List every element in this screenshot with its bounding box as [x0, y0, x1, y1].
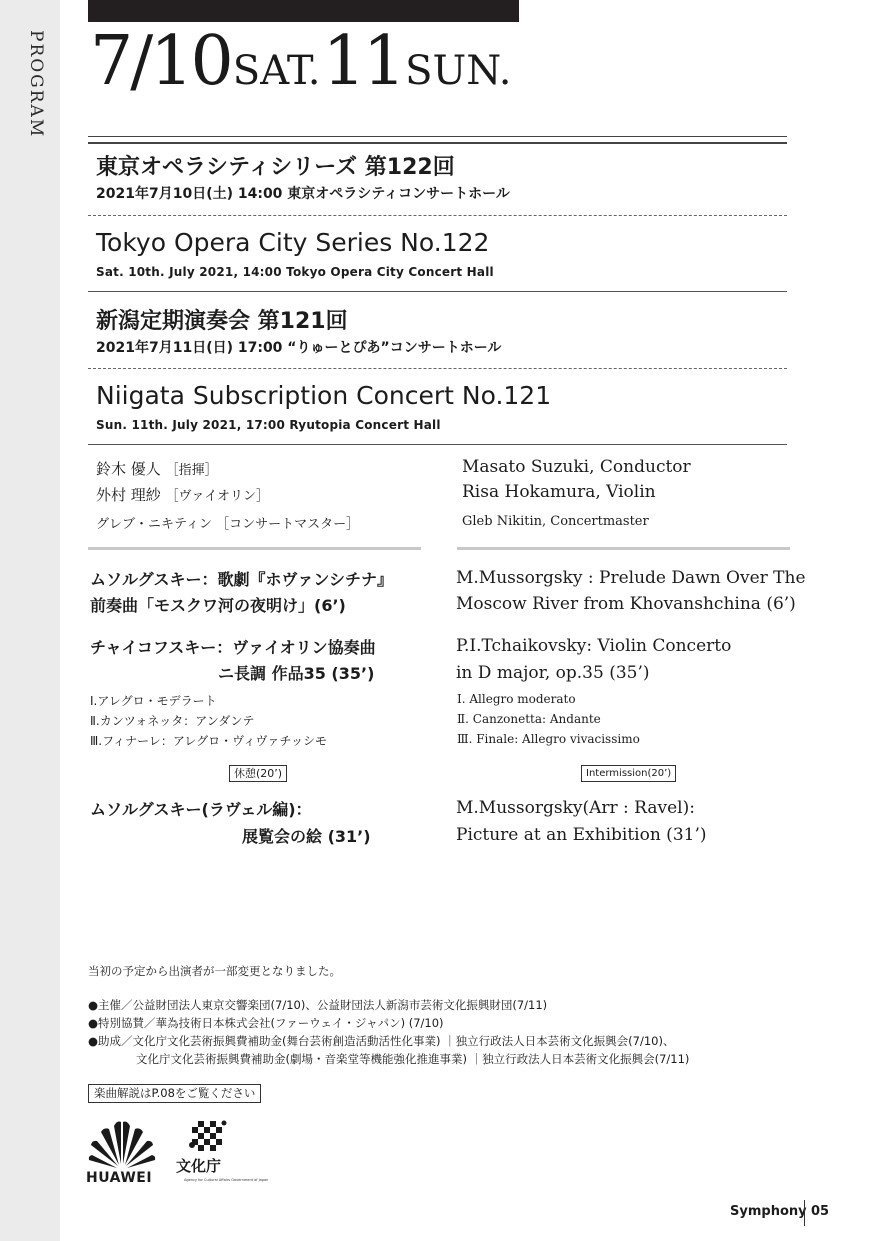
performer-role: ［コンサートマスター］: [216, 517, 360, 532]
divider: [88, 291, 787, 292]
divider-double: [88, 136, 787, 144]
commentary-reference: 楽曲解説はP.08をご覧ください: [88, 1084, 261, 1103]
performer-en: Masato Suzuki, Conductor: [462, 457, 691, 477]
performer-jp: [96, 513, 359, 532]
movement-en: Ⅲ. Finale: Allegro vivacissimo: [457, 732, 640, 746]
concert1-jp-subtitle: 2021年7月10日(土) 14:00 東京オペラシティコンサートホール: [96, 186, 510, 202]
movement-jp: Ⅲ.フィナーレ：アレグロ・ヴィヴァチッシモ: [90, 734, 327, 748]
divider-gray: [457, 547, 790, 550]
performer-name: 外村 理紗: [96, 486, 161, 504]
movement-jp: Ⅰ.アレグロ・モデラート: [90, 694, 217, 708]
divider-dashed: [88, 368, 787, 369]
performer-jp: [96, 484, 269, 505]
program-jp-piece3-line1: ムソルグスキー(ラヴェル編)：: [90, 800, 312, 819]
movement-jp: Ⅱ.カンツォネッタ：アンダンテ: [90, 714, 255, 728]
performer-en: Gleb Nikitin, Concertmaster: [462, 514, 649, 529]
program-en-piece3-line1: M.Mussorgsky(Arr : Ravel):: [456, 798, 695, 818]
divider-gray: [88, 547, 421, 550]
concert2-en-subtitle: Sun. 11th. July 2021, 17:00 Ryutopia Concert Hall: [96, 418, 441, 432]
side-strip: [0, 0, 60, 1241]
bunkacho-logo-subtext: Agency for Cultural Affairs Government of Japan: [184, 1178, 269, 1182]
concert2-jp-subtitle: 2021年7月11日(日) 17:00 “りゅーとぴあ”コンサートホール: [96, 340, 502, 356]
program-en-piece2-line1: P.I.Tchaikovsky: Violin Concerto: [456, 636, 732, 656]
grant-note-cont: 文化庁文化芸術振興費補助金(劇場・音楽堂等機能強化推進事業) ｜独立行政法人日本芸術文化振興会(7/11): [136, 1052, 690, 1066]
concert1-jp-title: 東京オペラシティシリーズ 第122回: [96, 155, 455, 180]
concert2-en-title: Niigata Subscription Concert No.121: [96, 381, 552, 410]
huawei-logo-icon: [88, 1118, 156, 1170]
date-day1-number: 7/10: [90, 22, 231, 101]
divider-dashed: [88, 215, 787, 216]
huawei-wordmark: HUAWEI: [86, 1170, 153, 1186]
change-notice: 当初の予定から出演者が一部変更となりました。: [88, 964, 341, 978]
program-jp-piece1-line1: ムソルグスキー：歌劇『ホヴァンシチナ』: [90, 570, 393, 589]
program-en-piece1-line2: Moscow River from Khovanshchina (6’): [456, 594, 796, 614]
page-number: 05: [811, 1204, 830, 1219]
grant-note: ●助成／文化庁文化芸術振興費補助金(舞台芸術創造活動活性化事業) ｜独立行政法人日本芸術文化振興会(7/10)、: [88, 1034, 675, 1048]
bunkacho-logo-icon: [170, 1115, 269, 1187]
date-day2-name: SUN.: [405, 48, 512, 94]
program-jp-piece2-line1: チャイコフスキー：ヴァイオリン協奏曲: [90, 638, 376, 657]
program-en-piece3-line2: Picture at an Exhibition (31’): [456, 825, 707, 845]
program-jp-piece2-line2: ニ長調 作品35 (35’): [218, 664, 375, 683]
section-label: PROGRAM: [26, 30, 46, 139]
concert-dates: [90, 22, 511, 101]
sponsor-note: ●特別協賛／華為技術日本株式会社(ファーウェイ・ジャパン) (7/10): [88, 1016, 444, 1030]
intermission-en: Intermission(20’): [581, 765, 676, 782]
performer-en: Risa Hokamura, Violin: [462, 482, 656, 502]
date-day2-number: 11: [322, 22, 404, 101]
program-jp-piece1-line2: 前奏曲「モスクワ河の夜明け」(6’): [90, 596, 346, 615]
program-en-piece2-line2: in D major, op.35 (35’): [456, 663, 650, 683]
concert1-en-title: Tokyo Opera City Series No.122: [96, 228, 490, 257]
header-bar: [88, 0, 519, 22]
intermission-jp: 休憩(20’): [229, 765, 287, 782]
bunkacho-logo-text: 文化庁: [176, 1157, 222, 1175]
date-day1-name: SAT.: [232, 48, 321, 94]
footer-separator: [804, 1200, 805, 1226]
performer-role: ［ヴァイオリン］: [165, 489, 270, 504]
performer-name: 鈴木 優人: [96, 460, 161, 478]
divider: [88, 444, 787, 445]
movement-en: Ⅰ. Allegro moderato: [457, 692, 576, 706]
program-en-piece1-line1: M.Mussorgsky : Prelude Dawn Over The: [456, 568, 806, 588]
performer-jp: [96, 458, 218, 479]
organizer-note: ●主催／公益財団法人東京交響楽団(7/10)、公益財団法人新潟市芸術文化振興財団(7/11): [88, 998, 548, 1012]
magazine-name: Symphony: [730, 1204, 807, 1219]
concert1-en-subtitle: Sat. 10th. July 2021, 14:00 Tokyo Opera City Concert Hall: [96, 265, 494, 279]
concert2-jp-title: 新潟定期演奏会 第121回: [96, 309, 348, 334]
performer-name: グレブ・ニキティン: [96, 517, 212, 532]
movement-en: Ⅱ. Canzonetta: Andante: [457, 712, 601, 726]
program-jp-piece3-line2: 展覧会の絵 (31’): [242, 827, 371, 846]
performer-role: ［指揮］: [165, 463, 218, 478]
